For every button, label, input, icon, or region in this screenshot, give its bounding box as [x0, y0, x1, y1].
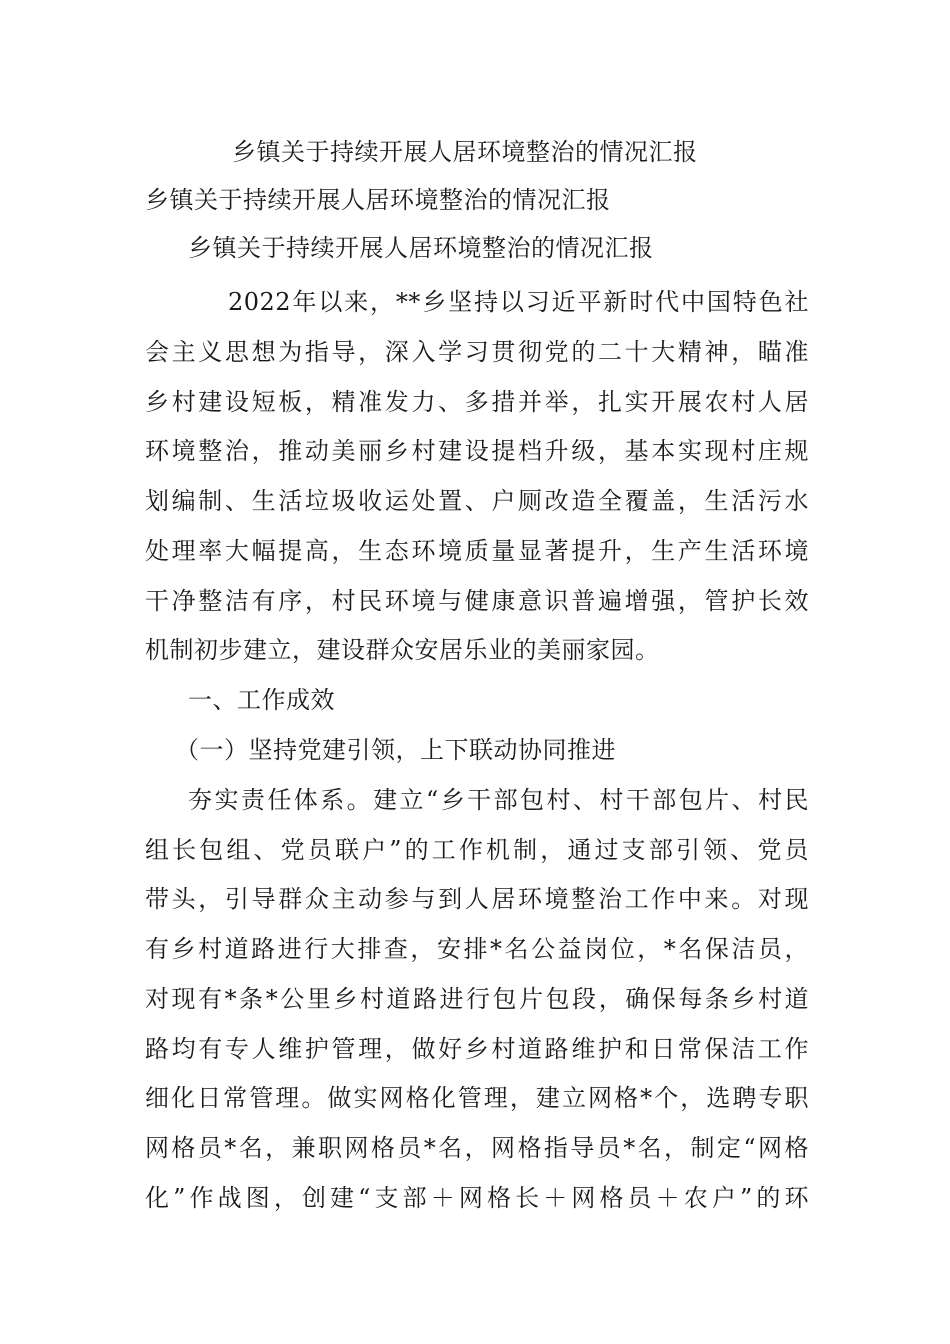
document-title-repeat: 乡镇关于持续开展人居环境整治的情况汇报	[145, 186, 611, 214]
intro-line: 处理率大幅提高，生态环境质量显著提升，生产生活环境	[145, 537, 809, 565]
paragraph-line: 对现有*条*公里乡村道路进行包片包段，确保每条乡村道	[145, 985, 809, 1013]
paragraph-line: 夯实责任体系。建立“乡干部包村、村干部包片、村民	[188, 786, 809, 814]
document-title-indented: 乡镇关于持续开展人居环境整治的情况汇报	[188, 234, 654, 262]
document-title: 乡镇关于持续开展人居环境整治的情况汇报	[232, 138, 698, 166]
intro-line: 机制初步建立，建设群众安居乐业的美丽家园。	[145, 636, 660, 664]
intro-line: 会主义思想为指导，深入学习贯彻党的二十大精神，瞄准	[145, 338, 809, 366]
intro-line: 干净整洁有序，村民环境与健康意识普遍增强，管护长效	[145, 587, 809, 615]
section-heading: 一、工作成效	[188, 686, 335, 714]
paragraph-line: 路均有专人维护管理，做好乡村道路维护和日常保洁工作	[145, 1035, 809, 1063]
paragraph-line: 网格员*名，兼职网格员*名，网格指导员*名，制定“网格	[145, 1134, 809, 1162]
intro-line: 划编制、生活垃圾收运处置、户厕改造全覆盖，生活污水	[145, 487, 809, 515]
paragraph-line: 组长包组、党员联户”的工作机制，通过支部引领、党员	[145, 836, 809, 864]
subsection-heading: （一）坚持党建引领，上下联动协同推进	[175, 736, 616, 764]
intro-line: 2022年以来，**乡坚持以习近平新时代中国特色社	[228, 288, 809, 316]
intro-line: 环境整治，推动美丽乡村建设提档升级，基本实现村庄规	[145, 437, 809, 465]
paragraph-line: 化”作战图，创建“支部＋网格长＋网格员＋农户”的环	[145, 1184, 809, 1212]
paragraph-line: 有乡村道路进行大排查，安排*名公益岗位，*名保洁员，	[145, 935, 809, 963]
paragraph-line: 带头，引导群众主动参与到人居环境整治工作中来。对现	[145, 885, 809, 913]
paragraph-line: 细化日常管理。做实网格化管理，建立网格*个，选聘专职	[145, 1084, 809, 1112]
intro-line: 乡村建设短板，精准发力、多措并举，扎实开展农村人居	[145, 388, 809, 416]
